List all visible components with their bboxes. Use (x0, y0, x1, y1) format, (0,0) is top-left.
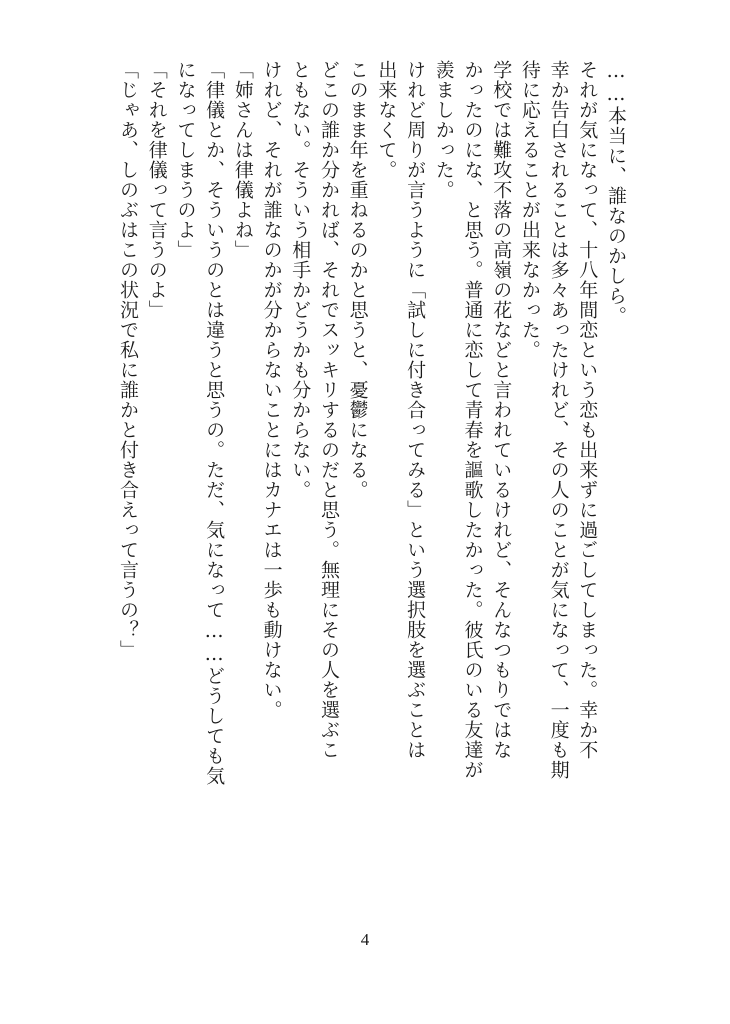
text-line: けれど周りが言うように「試しに付き合ってみる」という選択肢を選ぶことは (404, 60, 427, 760)
text-line: けれど、それが誰なのかが分からないことにはカナエは一歩も動けない。 (260, 60, 283, 720)
text-line: 「姉さんは律儀よね」 (231, 60, 254, 260)
text-line: このまま年を重ねるのかと思うと、憂鬱になる。 (346, 60, 369, 500)
text-line: 「律儀とか、そういうのとは違うと思うの。ただ、気になって……どうしても気 (203, 60, 226, 786)
vertical-text-body (113, 60, 630, 940)
text-line: それが気になって、十八年間恋という恋も出来ずに過ごしてしまった。幸か不 (576, 60, 599, 760)
text-line: 「じゃあ、しのぶはこの状況で私に誰かと付き合えって言うの？」 (117, 60, 140, 660)
text-line: どこの誰か分かれば、それでスッキリするのだと思う。無理にその人を選ぶこ (317, 60, 340, 760)
text-line: 「それを律儀って言うのよ」 (145, 60, 168, 320)
text-line: ともない。そういう相手かどうかも分からない。 (289, 60, 312, 500)
text-line: ……本当に、誰なのかしら。 (605, 60, 627, 326)
text-line: 羨ましかった。 (432, 60, 455, 200)
text-line: になってしまうのよ」 (174, 60, 197, 260)
text-line: かったのにな、と思う。普通に恋して青春を謳歌したかった。彼氏のいる友達が (461, 60, 484, 780)
text-line: 学校では難攻不落の高嶺の花などと言われているけれど、そんなつもりではな (490, 60, 513, 760)
page-number: 4 (360, 930, 370, 949)
text-line: 幸か告白されることは多々あったけれど、その人のことが気になって、一度も期 (547, 60, 570, 780)
text-line: 待に応えることが出来なかった。 (518, 60, 541, 360)
text-line: 出来なくて。 (375, 60, 398, 180)
